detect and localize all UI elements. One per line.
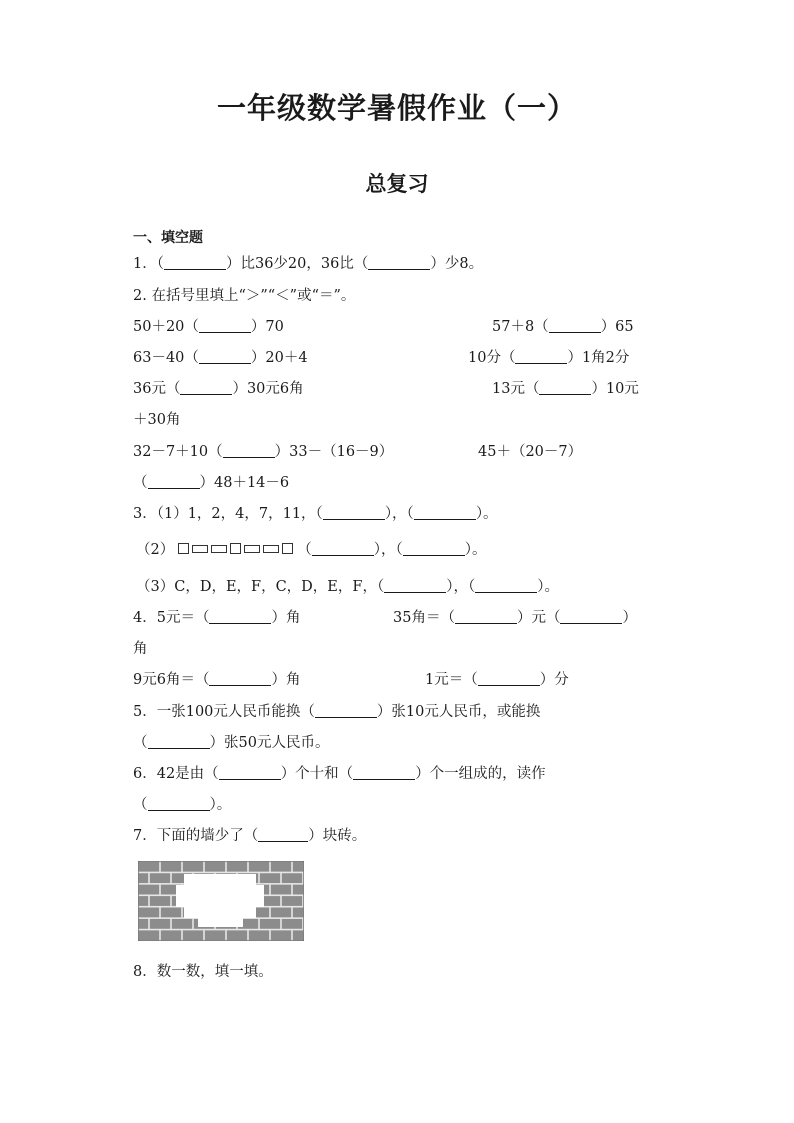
- brick: [150, 896, 170, 906]
- answer-blank[interactable]: [312, 541, 374, 556]
- answer-blank[interactable]: [164, 255, 226, 270]
- brick: [161, 908, 181, 918]
- rectangle-shape: [263, 545, 279, 553]
- brick: [282, 873, 302, 883]
- question-4-continued: 角: [133, 641, 148, 657]
- answer-blank[interactable]: [199, 318, 251, 333]
- answer-blank[interactable]: [219, 765, 281, 780]
- answer-blank[interactable]: [515, 349, 567, 364]
- brick: [282, 919, 302, 929]
- brick: [227, 930, 247, 940]
- brick: [249, 930, 269, 940]
- brick: [249, 862, 269, 872]
- brick: [139, 862, 159, 872]
- q2-row3-left: 36元（ ）30元6角: [133, 381, 304, 397]
- brick: [150, 919, 170, 929]
- brick: [271, 885, 291, 895]
- brick: [139, 908, 159, 918]
- answer-blank[interactable]: [223, 443, 275, 458]
- brick: [150, 873, 170, 883]
- square-shape: [282, 543, 293, 554]
- brick: [205, 862, 225, 872]
- brick: [293, 862, 303, 872]
- question-2: 2. 在括号里填上“＞”“＜”或“＝”。: [133, 288, 356, 304]
- answer-blank[interactable]: [549, 318, 601, 333]
- question-7: 7．下面的墙少了（ ）块砖。: [133, 828, 367, 844]
- answer-blank[interactable]: [258, 827, 308, 842]
- answer-blank[interactable]: [180, 380, 232, 395]
- answer-blank[interactable]: [323, 505, 385, 520]
- shape-pattern: [178, 543, 293, 554]
- brick-wall-figure: [138, 861, 304, 941]
- answer-blank[interactable]: [353, 765, 415, 780]
- brick: [293, 885, 303, 895]
- q2-row4-left: 32－7＋10（ ）33－（16－9）: [133, 444, 394, 460]
- brick: [293, 930, 303, 940]
- rectangle-shape: [192, 545, 208, 553]
- brick: [139, 873, 148, 883]
- brick: [139, 930, 159, 940]
- brick: [183, 862, 203, 872]
- page-subtitle: 总复习: [365, 172, 429, 196]
- rectangle-shape: [244, 545, 260, 553]
- square-shape: [230, 543, 241, 554]
- answer-blank[interactable]: [199, 349, 251, 364]
- square-shape: [178, 543, 189, 554]
- brick: [260, 919, 280, 929]
- answer-blank[interactable]: [384, 578, 446, 593]
- answer-blank[interactable]: [560, 609, 622, 624]
- q2-row1-left: 50＋20（ ）70: [133, 319, 284, 335]
- question-4-left: 4．5元＝（ ）角: [133, 610, 301, 626]
- brick: [139, 885, 159, 895]
- answer-blank[interactable]: [475, 578, 537, 593]
- brick: [139, 919, 148, 929]
- brick: [271, 862, 291, 872]
- question-6-continued: （ ）。: [133, 797, 232, 813]
- brick: [172, 919, 192, 929]
- answer-blank[interactable]: [478, 671, 540, 686]
- q2-row1-right: 57＋8（ ）65: [492, 319, 634, 335]
- brick: [139, 896, 148, 906]
- q2-row3-continued: ＋30角: [133, 412, 181, 428]
- answer-blank[interactable]: [148, 796, 210, 811]
- brick: [227, 862, 247, 872]
- section-heading: 一、填空题: [133, 230, 203, 246]
- question-8: 8．数一数，填一填。: [133, 964, 273, 980]
- question-5: 5．一张100元人民币能换（ ）张10元人民币，或能换: [133, 704, 541, 720]
- answer-blank[interactable]: [539, 380, 591, 395]
- q2-row2-right: 10分（ ）1角2分: [468, 350, 630, 366]
- brick: [282, 896, 302, 906]
- question-4-right: 35角＝（ ）元（ ）: [393, 610, 637, 626]
- question-6: 6．42是由（ ）个十和（ ）个一组成的，读作: [133, 766, 546, 782]
- brick: [205, 930, 225, 940]
- brick: [271, 908, 291, 918]
- brick: [161, 930, 181, 940]
- question-3-part3: （3）C，D，E，F，C，D，E，F，（ ），（ ）。: [136, 579, 559, 595]
- rectangle-shape: [211, 545, 227, 553]
- answer-blank[interactable]: [209, 609, 271, 624]
- question-5-continued: （ ）张50元人民币。: [133, 735, 330, 751]
- brick: [271, 930, 291, 940]
- brick: [161, 862, 181, 872]
- q2-row2-left: 63－40（ ）20＋4: [133, 350, 308, 366]
- question-4-line2-right: 1元＝（ ）分: [425, 672, 569, 688]
- q2-row4-right: 45＋（20－7）: [478, 444, 583, 460]
- answer-blank[interactable]: [403, 541, 465, 556]
- page-title: 一年级数学暑假作业（一）: [216, 91, 577, 125]
- q2-row5: （ ）48＋14－6: [133, 475, 290, 491]
- answer-blank[interactable]: [315, 703, 377, 718]
- answer-blank[interactable]: [368, 255, 430, 270]
- question-3-part1: 3．（1）1，2，4，7，11，（ ），（ ）。: [133, 506, 498, 522]
- brick: [293, 908, 303, 918]
- answer-blank[interactable]: [148, 734, 210, 749]
- brick: [183, 930, 203, 940]
- answer-blank[interactable]: [414, 505, 476, 520]
- answer-blank[interactable]: [455, 609, 517, 624]
- question-3-part2: （2） （ ），（ ）。: [136, 542, 487, 558]
- answer-blank[interactable]: [148, 474, 200, 489]
- question-4-line2-left: 9元6角＝（ ）角: [133, 672, 301, 688]
- question-1: 1．（ ）比36少20，36比（ ）少8。: [133, 256, 484, 272]
- brick: [260, 873, 280, 883]
- answer-blank[interactable]: [209, 671, 271, 686]
- q2-row3-right: 13元（ ）10元: [492, 381, 639, 397]
